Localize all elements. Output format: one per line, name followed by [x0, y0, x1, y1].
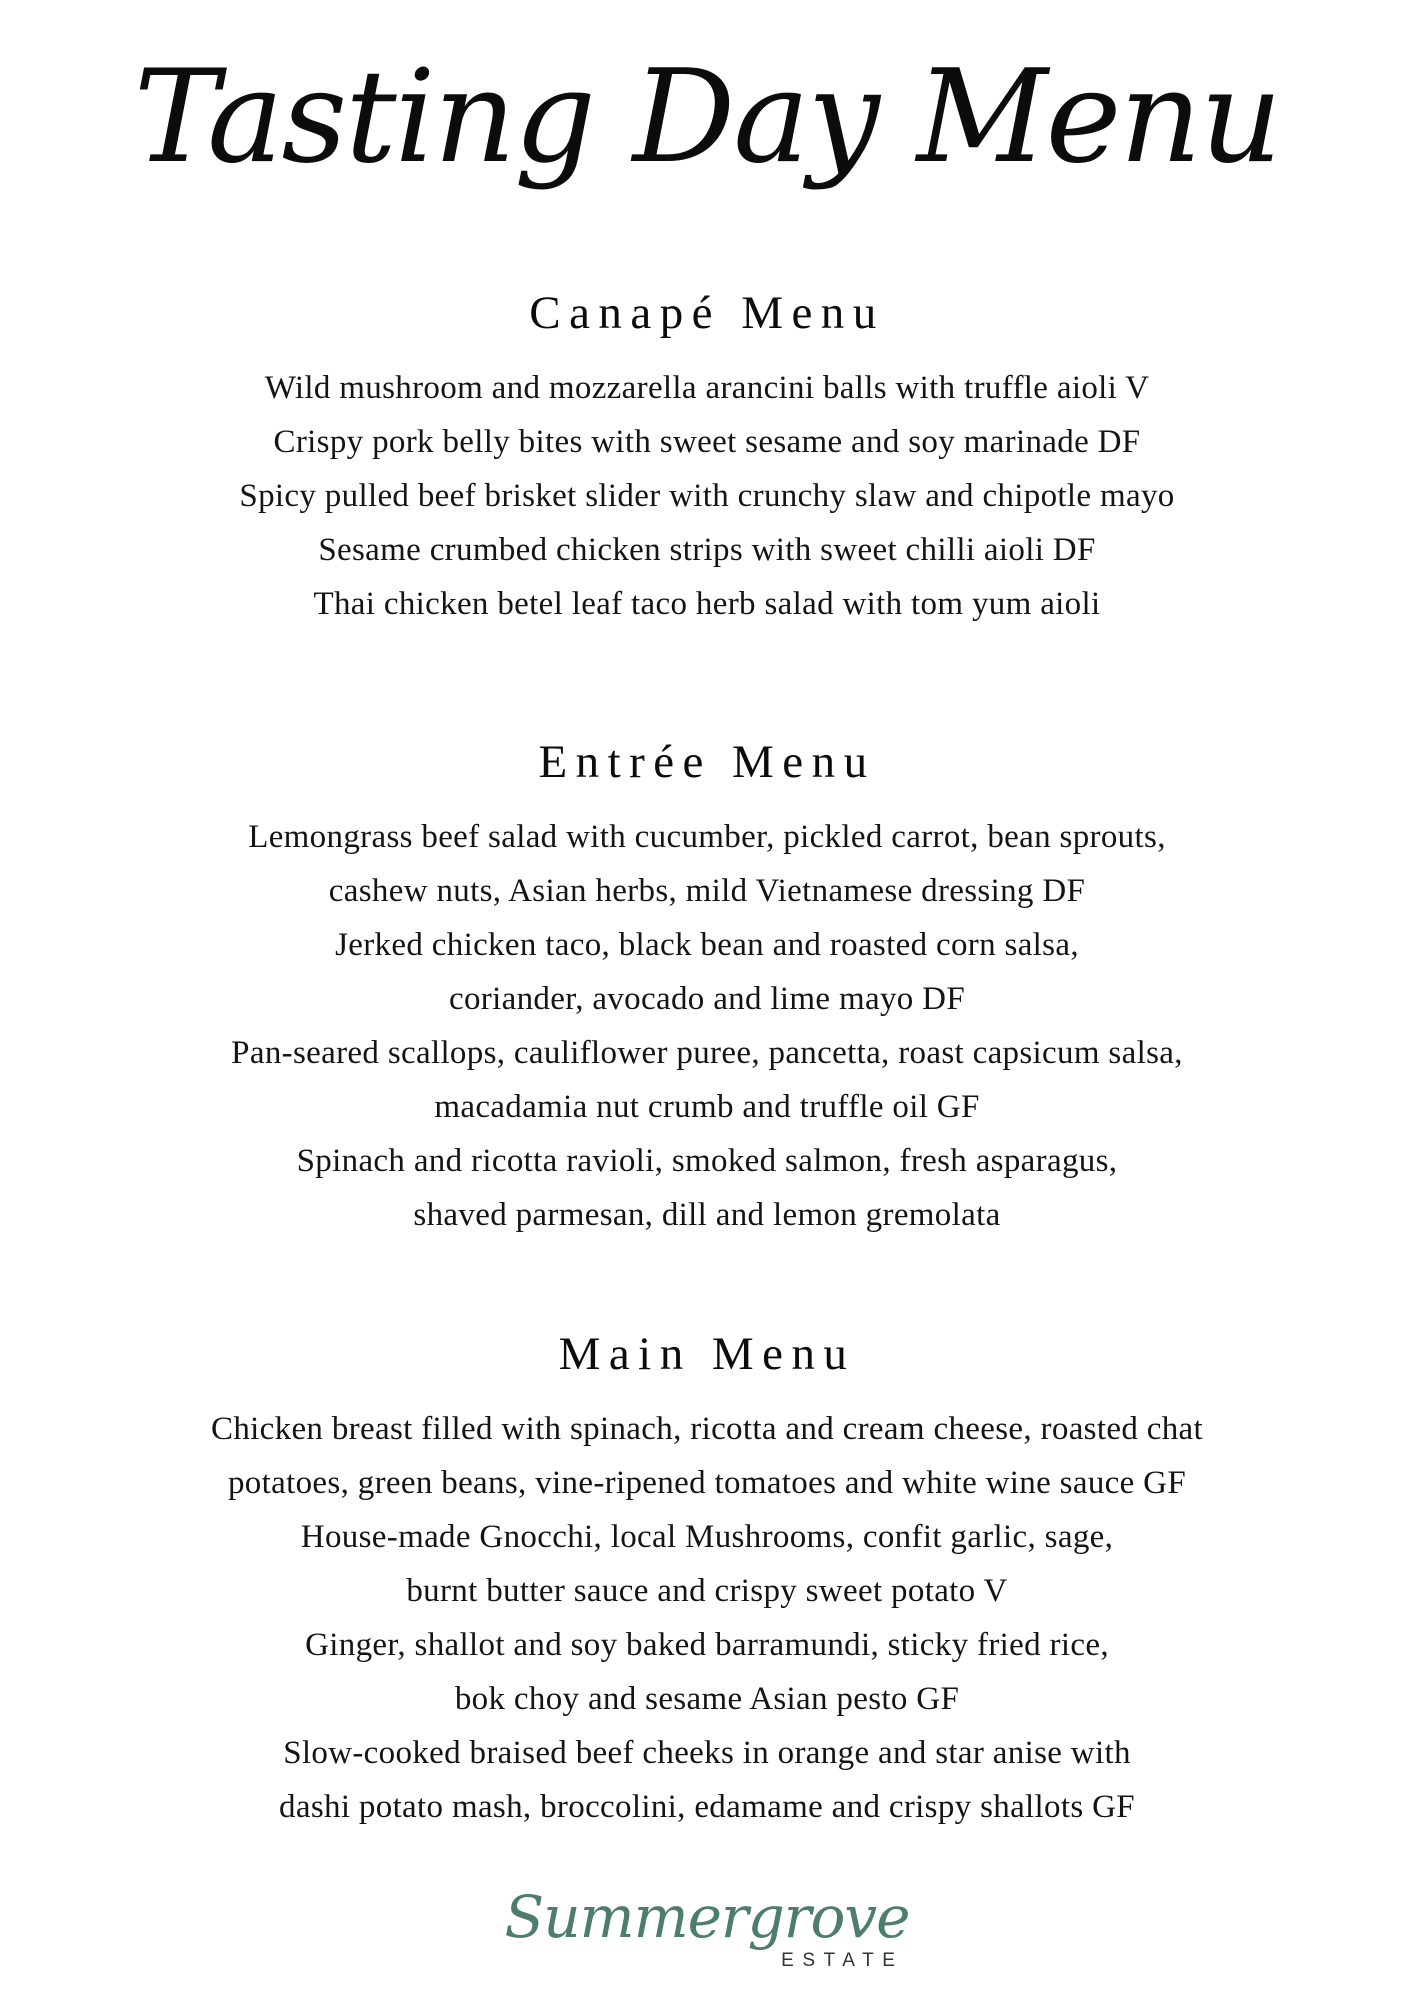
section-heading-main: Main Menu	[558, 1328, 856, 1380]
menu-item-line: burnt butter sauce and crispy sweet potato V	[406, 1573, 1008, 1609]
menu-item-line: macadamia nut crumb and truffle oil GF	[434, 1089, 980, 1125]
menu-item-line: Crispy pork belly bites with sweet sesame and soy marinade DF	[273, 424, 1141, 460]
menu-item-line: bok choy and sesame Asian pesto GF	[454, 1681, 960, 1717]
menu-sections	[0, 285, 1414, 1834]
menu-item-line: Spicy pulled beef brisket slider with crunchy slaw and chipotle mayo	[239, 478, 1175, 514]
menu-section-main	[0, 1326, 1414, 1834]
menu-item-line: Thai chicken betel leaf taco herb salad with tom yum aioli	[313, 586, 1101, 622]
menu-item-line: Chicken breast filled with spinach, ricotta and cream cheese, roasted chat	[210, 1411, 1204, 1447]
menu-item-line: Jerked chicken taco, black bean and roasted corn salsa,	[335, 927, 1079, 963]
menu-item-line: cashew nuts, Asian herbs, mild Vietnamese dressing DF	[328, 873, 1086, 909]
menu-item-line: Spinach and ricotta ravioli, smoked salmon, fresh asparagus,	[296, 1143, 1118, 1179]
menu-item-line: shaved parmesan, dill and lemon gremolata	[413, 1197, 1001, 1233]
menu-item-line: Slow-cooked braised beef cheeks in orange and star anise with	[283, 1735, 1131, 1771]
menu-item-line: Pan-seared scallops, cauliflower puree, pancetta, roast capsicum salsa,	[231, 1035, 1183, 1071]
menu-item-line: coriander, avocado and lime mayo DF	[448, 981, 966, 1017]
menu-item-line: Wild mushroom and mozzarella arancini balls with truffle aioli V	[264, 370, 1150, 406]
brand-name: Summergrove	[504, 1883, 910, 1951]
menu-item-line: Ginger, shallot and soy baked barramundi, sticky fried rice,	[305, 1627, 1109, 1663]
menu-item-line: Lemongrass beef salad with cucumber, pickled carrot, bean sprouts,	[248, 819, 1166, 855]
menu-item-line: House-made Gnocchi, local Mushrooms, confit garlic, sage,	[300, 1519, 1114, 1555]
menu-item-line: potatoes, green beans, vine-ripened tomatoes and white wine sauce GF	[227, 1465, 1187, 1501]
menu-section-canape	[0, 285, 1414, 631]
menu-item-line: Sesame crumbed chicken strips with sweet chilli aioli DF	[318, 532, 1096, 568]
menu-title: Tasting Day Menu	[133, 43, 1281, 192]
menu-section-entree	[0, 734, 1414, 1242]
section-heading-entree: Entrée Menu	[538, 736, 876, 788]
menu-item-line: dashi potato mash, broccolini, edamame and crispy shallots GF	[279, 1789, 1135, 1825]
brand-subtitle: ESTATE	[781, 1950, 904, 1971]
brand-logo	[504, 1883, 910, 1972]
section-heading-canape: Canapé Menu	[529, 287, 885, 339]
